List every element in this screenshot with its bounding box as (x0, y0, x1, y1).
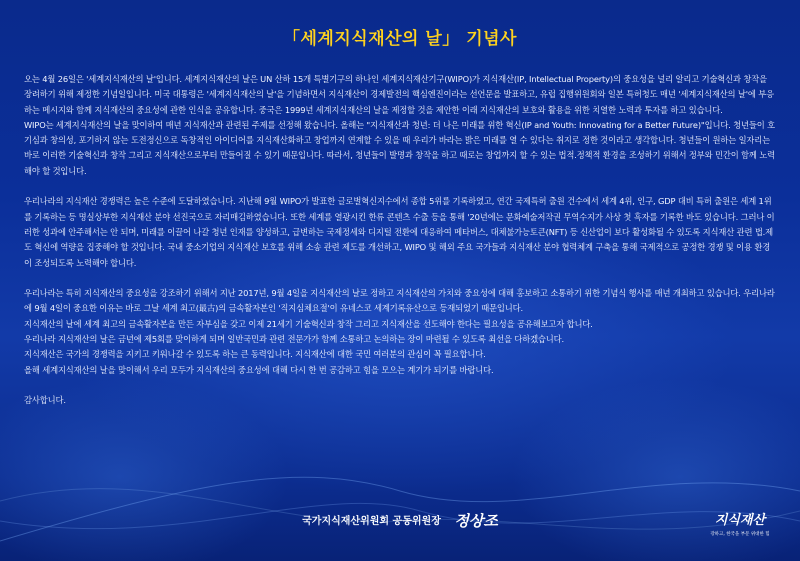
paragraph-gap (24, 179, 776, 194)
speech-paragraph: 올해 세계지식재산의 날을 맞이해서 우리 모두가 지식재산의 중요성에 대해 다시 한 번 공감하고 힘을 모으는 계기가 되기를 바랍니다. (24, 364, 494, 375)
signature-org-title: 국가지식재산위원회 공동위원장 (302, 516, 441, 527)
signature-block (0, 510, 800, 531)
logo-sub-text: 강하고, 한국을 부문 위대한 힘 (710, 532, 770, 537)
speech-paragraph: 우리나라 지식재산의 날은 금년에 제5회를 맞이하게 되며 일반국민과 관련 전문가가 함께 소통하고 논의하는 장이 마련될 수 있도록 최선을 다하겠습니다. (24, 334, 565, 345)
background-glow-lines (0, 421, 800, 561)
page-title: 「세계지식재산의 날」 기념사 (283, 29, 517, 49)
speech-paragraph: 오는 4월 26일은 '세계지식재산의 날'입니다. 세계지식재산의 날은 UN 산하 15개 특별기구의 하나인 세계지식재산기구(WIPO)가 지식재산(IP, Intellectual Property)의 중요성을 널리 알리고 기술혁신과 창작을 장려하기 위해 제정한 기념일입니다. 미국 대통령은 '세계지식재산의 날'을 기념하면서 지식재산이 경제발전의 핵심엔진이라는 선언문을 발표하고, 유럽 집행위원회와 일본 특허청도 매년 '세계지식재산의 날'에 부응하는 메시지와 함께 지식재산의 중요성에 관한 인식을 공유합니다. 중국은 1999년 세계지식재산의 날을 제정할 것을 제안한 이래 지식재산의 보호와 활용을 위한 치열한 노력과 투자를 하고 있습니다. (24, 74, 774, 115)
signature-name: 정상조 (454, 512, 498, 530)
speech-paragraph: 지식재산의 날에 세계 최고의 금속활자본을 만든 자부심을 갖고 이제 21세기 기술혁신과 창작 그리고 지식재산을 선도해야 한다는 필요성을 공유해보고자 합니다. (24, 318, 593, 329)
speech-body (24, 72, 776, 409)
speech-paragraph: WIPO는 세계지식재산의 날을 맞이하여 매년 지식재산과 관련된 주제를 선정해 왔습니다. 올해는 "지식재산과 청년: 더 나은 미래를 위한 혁신(IP and Youth: Innovating for a Better Future)"입니다. 청년들이 호기심과 창의성, 포기하지 않는 도전정신으로 독창적인 아이디어를 지식재산화하고 창업까지 연계할 수 있을 때 우리가 바라는 밝은 미래를 열 수 있다는 취지로 정한 것이라고 생각합니다. 청년들이 원하는 일자리는 바로 이러한 기술혁신과 창작 그리고 지식재산으로부터 만들어질 수 있기 때문입니다. 따라서, 청년들이 발명과 창작을 하고 때로는 창업까지 할 수 있는 법적.정책적 환경을 조성하기 위해서 정부와 민간이 함께 노력해야 할 것입니다. (24, 119, 776, 176)
ip-logo-icon (704, 508, 776, 540)
speech-paragraph: 지식재산은 국가의 경쟁력을 지키고 키워나갈 수 있도록 하는 큰 동력입니다. 지식재산에 대한 국민 여러분의 관심이 꼭 필요합니다. (24, 349, 486, 360)
speech-paragraph: 우리나라는 특히 지식재산의 중요성을 강조하기 위해서 지난 2017년, 9월 4일을 지식재산의 날로 정하고 지식재산의 가치와 중요성에 대해 홍보하고 소통하기 위한 기념식 행사를 매년 개최하고 있습니다. 우리나라에 9월 4일이 중요한 이유는 바로 그날 세계 최고(最古)의 금속활자본인 '직지심체요절'이 유네스코 세계기록유산으로 등재되었기 때문입니다. (24, 288, 775, 314)
paragraph-gap (24, 378, 776, 393)
speech-paragraph: 우리나라의 지식재산 경쟁력은 높은 수준에 도달하였습니다. 지난해 9월 WIPO가 발표한 글로벌혁신지수에서 종합 5위를 기록하였고, 연간 국제특허 출원 건수에서 세계 4위, 인구, GDP 대비 특허 출원은 세계 1위를 기록하는 등 명실상부한 지식재산 분야 선진국으로 자리매김하였습니다. 또한 세계를 열광시킨 한류 콘텐츠 수출 등을 통해 '20년에는 문화예술저작권 무역수지가 사상 첫 흑자를 기록한 바도 있습니다. 그러나 이러한 성과에 안주해서는 안 되며, 미래를 이끌어 나갈 청년 인재를 양성하고, 급변하는 국제정세와 디지털 전환에 대응하여 메타버스, 대체불가능토큰(NFT) 등 신산업이 보다 활성화될 수 있도록 지식재산 관련 법.제도 혁신에 역량을 집중해야 할 것입니다. 국내 중소기업의 지식재산 보호를 위해 소송 관련 제도를 개선하고, WIPO 및 해외 주요 국가들과 지식재산 분야 협력체계 구축을 통해 국제적으로 공정한 경쟁 및 이용 환경이 조성되도록 노력해야 합니다. (24, 196, 775, 268)
logo-main-text: 지식재산 (714, 513, 766, 528)
speech-paragraph: 감사합니다. (24, 395, 66, 406)
paragraph-gap (24, 271, 776, 286)
